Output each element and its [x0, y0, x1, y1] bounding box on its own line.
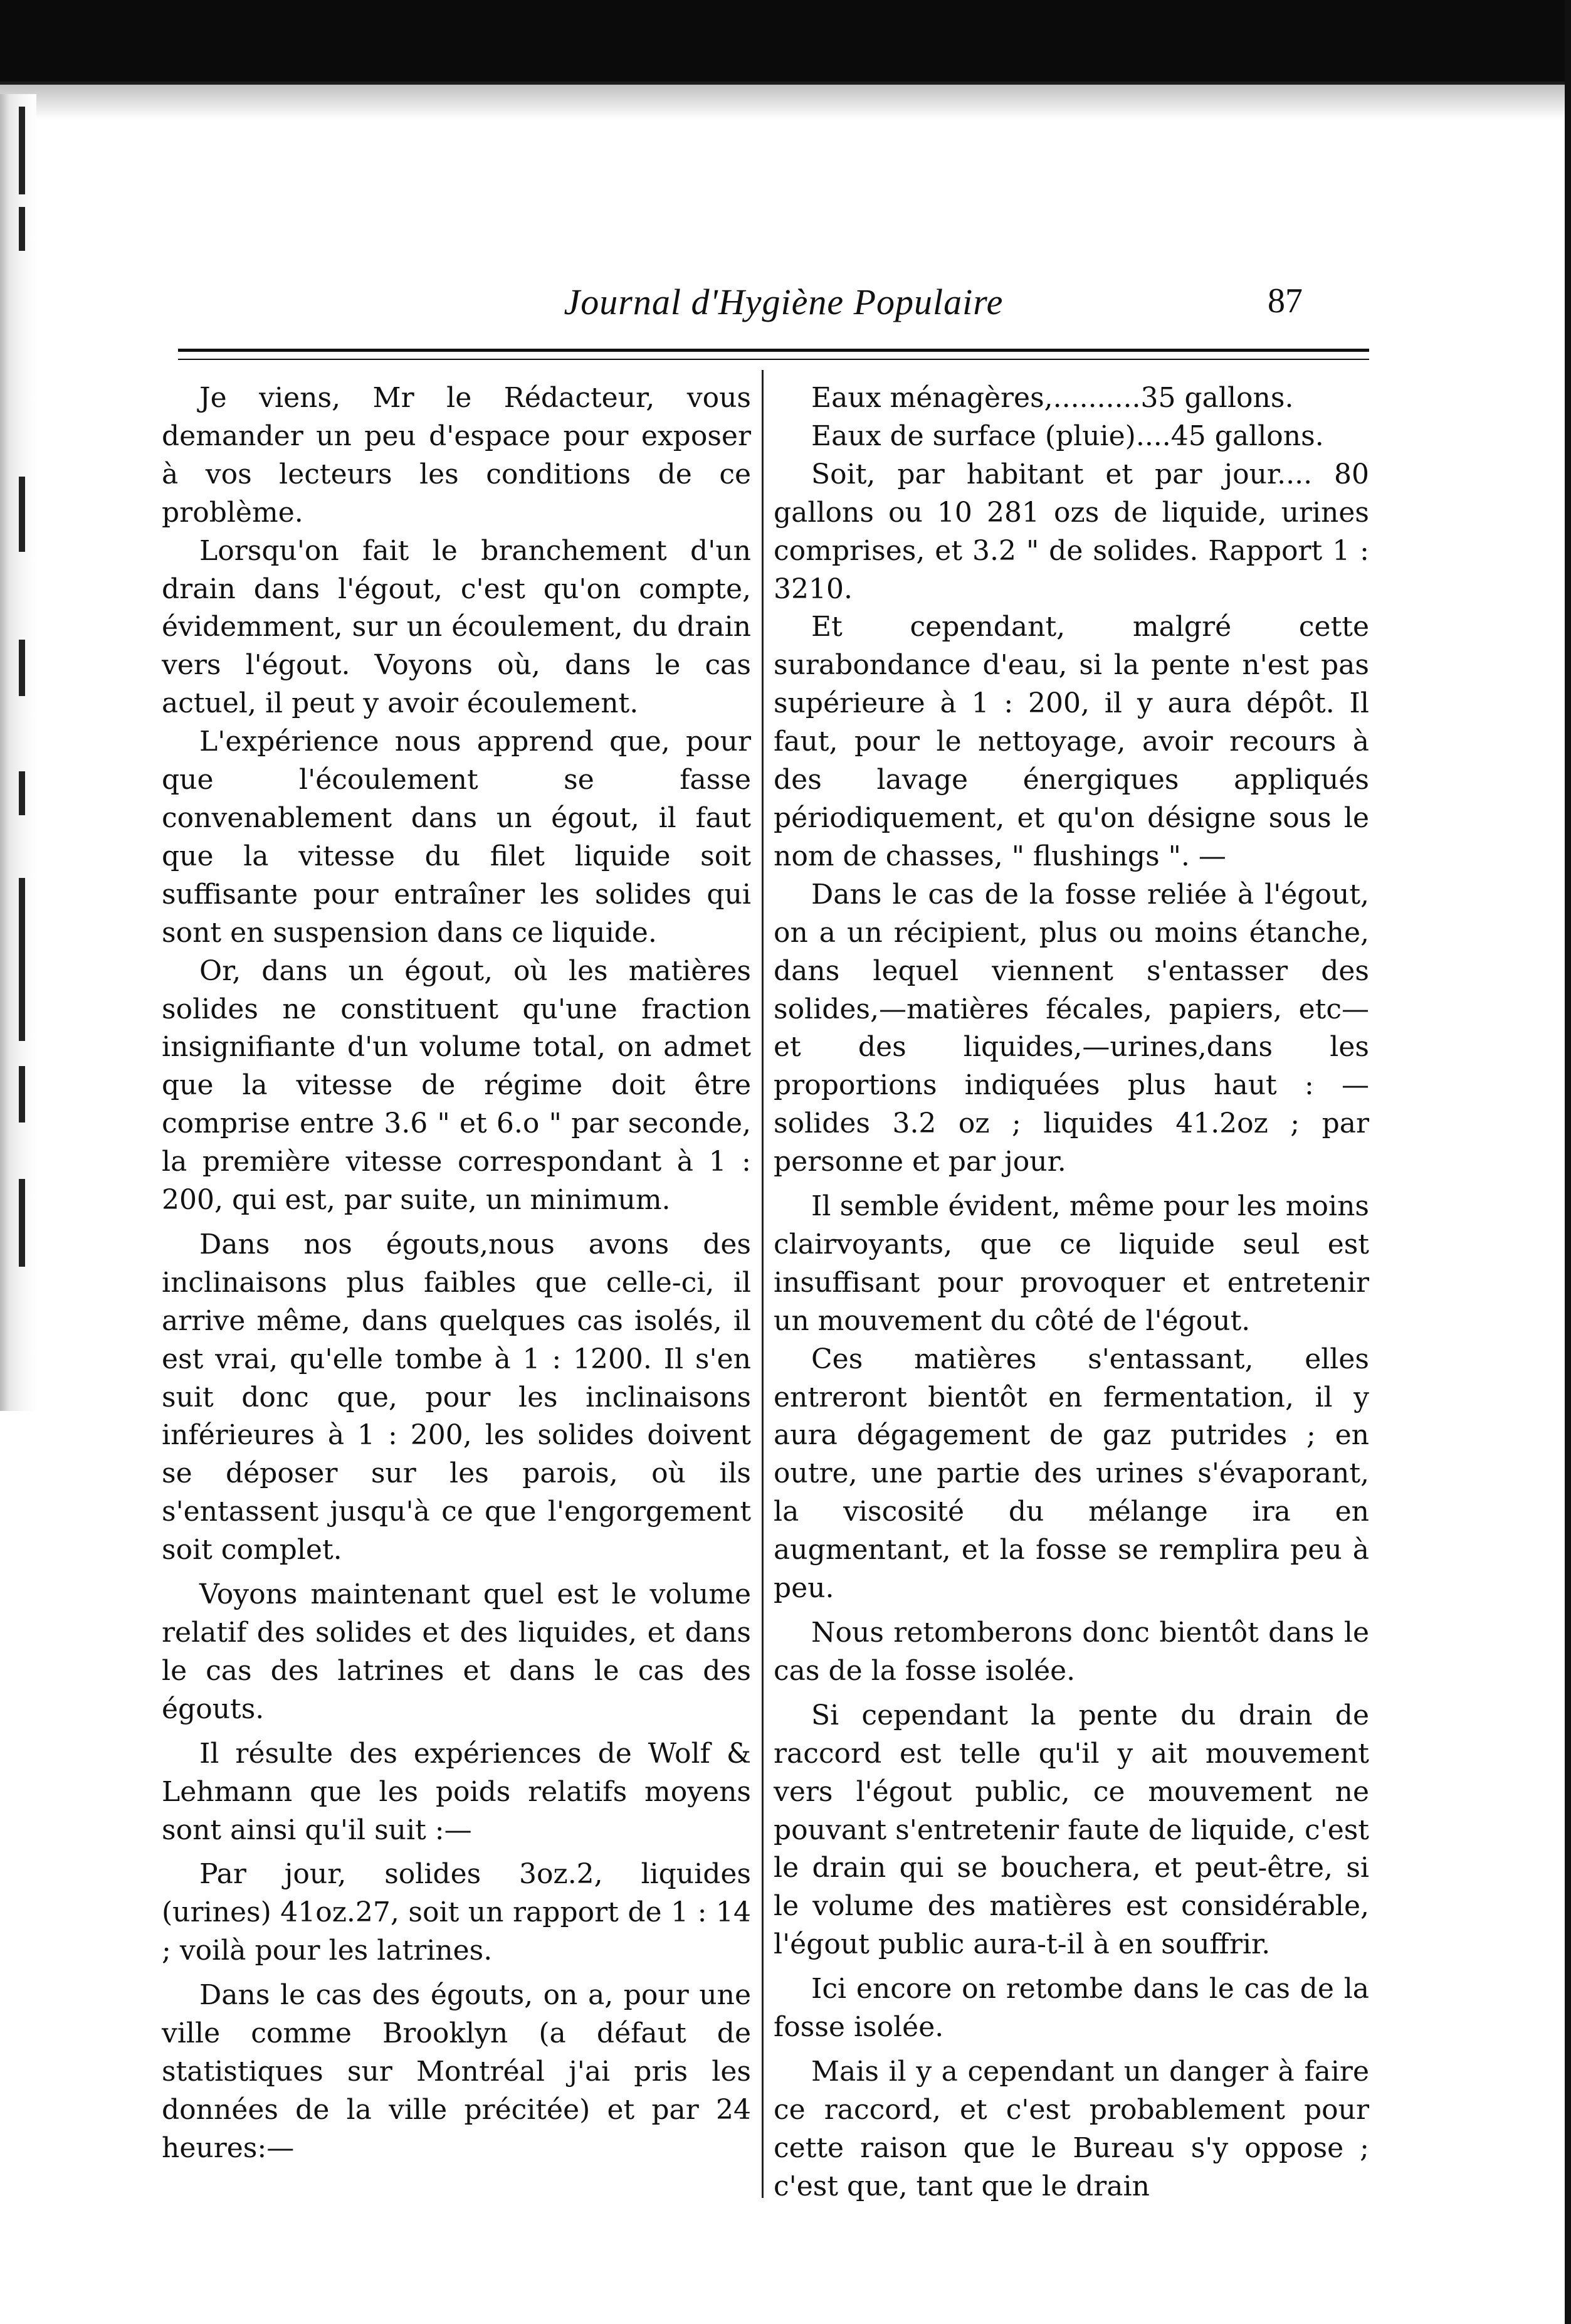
binding-mark	[19, 771, 25, 815]
paragraph: Il semble évident, même pour les moins clairvoyants, que ce liquide seul est insuffisant pour provoquer et entretenir un mouvement du côté de l'égout.	[774, 1190, 1369, 1337]
paragraph: Soit, par habitant et par jour.... 80 gallons ou 10 281 ozs de liquide, urines comprises, et 3.2 " de solides. Rapport 1 : 3210.	[774, 458, 1369, 605]
column-divider	[762, 370, 764, 2198]
paragraph: Lorsqu'on fait le branchement d'un drain dans l'égout, c'est qu'on compte, évidemment, sur un écoulement, du drain vers l'égout. Voyons où, dans le cas actuel, il peut y avoir écoulement.	[162, 534, 751, 720]
paragraph: Dans nos égouts,nous avons des inclinaisons plus faibles que celle-ci, il arrive même, dans quelques cas isolés, il est vrai, qu'elle tombe à 1 : 1200. Il s'en suit donc que, pour les inclinaisons inférieures à 1 : 200, les solides doivent se déposer sur les parois, où ils s'entassent jusqu'à ce que l'engorgement soit complet.	[162, 1228, 751, 1566]
paragraph: Si cependant la pente du drain de raccord est telle qu'il y ait mouvement vers l'égout public, ce mouvement ne pouvant s'entretenir faute de liquide, c'est le drain qui se bouchera, et peut-être, si le volume des matières est considérable, l'égout public aura-t-il à en souffrir.	[774, 1699, 1369, 1961]
binding-mark	[19, 640, 25, 696]
paragraph: Ici encore on retombe dans le cas de la fosse isolée.	[774, 1973, 1369, 2044]
paragraph: Et cependant, malgré cette surabondance d'eau, si la pente n'est pas supérieure à 1 : 200, il y aura dépôt. Il faut, pour le nettoyage, avoir recours à des lavage énergiques appliqués périodiquement, et qu'on désigne sous le nom de chasses, " flushings ". —	[774, 611, 1369, 872]
paragraph: Je viens, Mr le Rédacteur, vous demander un peu d'espace pour exposer à vos lecteurs les conditions de ce problème.	[162, 382, 751, 529]
paragraph: Eaux de surface (pluie)....45 gallons.	[811, 420, 1324, 452]
scan-shadow	[0, 82, 1571, 119]
paragraph: Voyons maintenant quel est le volume relatif des solides et des liquides, et dans le cas des latrines et dans le cas des égouts.	[162, 1578, 751, 1725]
binding-mark	[19, 477, 25, 552]
scan-left-edge	[0, 94, 36, 1411]
paragraph: Dans le cas de la fosse reliée à l'égout, on a un récipient, plus ou moins étanche, dans lequel viennent s'entasser des solides,—matières fécales, papiers, etc— et des liquides,—urines,dans les proportions indiquées plus haut : — solides 3.2 oz ; liquides 41.2oz ; par personne et par jour.	[774, 878, 1369, 1178]
running-header-title: Journal d'Hygiène Populaire	[564, 282, 1004, 322]
paragraph: Il résulte des expériences de Wolf & Lehmann que les poids relatifs moyens sont ainsi qu'il suit :—	[162, 1737, 751, 1846]
paragraph: L'expérience nous apprend que, pour que l'écoulement se fasse convenablement dans un égout, il faut que la vitesse du filet liquide soit suffisante pour entraîner les solides qui sont en suspension dans ce liquide.	[162, 726, 751, 949]
binding-mark	[19, 1179, 25, 1267]
left-column	[162, 379, 751, 2168]
right-column	[774, 379, 1369, 2206]
binding-mark	[19, 207, 25, 251]
binding-mark	[19, 878, 25, 1041]
header-rule-thick	[178, 349, 1369, 352]
paragraph: Mais il y a cependant un danger à faire ce raccord, et c'est probablement pour cette raison que le Bureau s'y oppose ; c'est que, tant que le drain	[774, 2055, 1369, 2202]
header-rule-thin	[178, 359, 1369, 360]
paragraph: Par jour, solides 3oz.2, liquides (urines) 41oz.27, soit un rapport de 1 : 14 ; voilà pour les latrines.	[162, 1858, 751, 1967]
paragraph: Nous retomberons donc bientôt dans le cas de la fosse isolée.	[774, 1617, 1369, 1687]
scan-right-border	[1565, 0, 1571, 2324]
page-number: 87	[1268, 282, 1303, 320]
paragraph: Dans le cas des égouts, on a, pour une ville comme Brooklyn (a défaut de statistiques sur Montréal j'ai pris les données de la ville précitée) et par 24 heures:—	[162, 1979, 751, 2164]
binding-mark	[19, 1066, 25, 1122]
binding-mark	[19, 107, 25, 194]
paragraph: Or, dans un égout, où les matières solides ne constituent qu'une fraction insignifiante d'un volume total, on admet que la vitesse de régime doit être comprise entre 3.6 " et 6.o " par seconde, la première vitesse correspondant à 1 : 200, qui est, par suite, un minimum.	[162, 954, 751, 1217]
paragraph: Eaux ménagères,..........35 gallons.	[811, 382, 1294, 414]
scan-top-border	[0, 0, 1571, 85]
paragraph: Ces matières s'entassant, elles entreront bientôt en fermentation, il y aura dégagement de gaz putrides ; en outre, une partie des urines s'évaporant, la viscosité du mélange ira en augmentant, et la fosse se remplira peu à peu.	[774, 1343, 1369, 1605]
